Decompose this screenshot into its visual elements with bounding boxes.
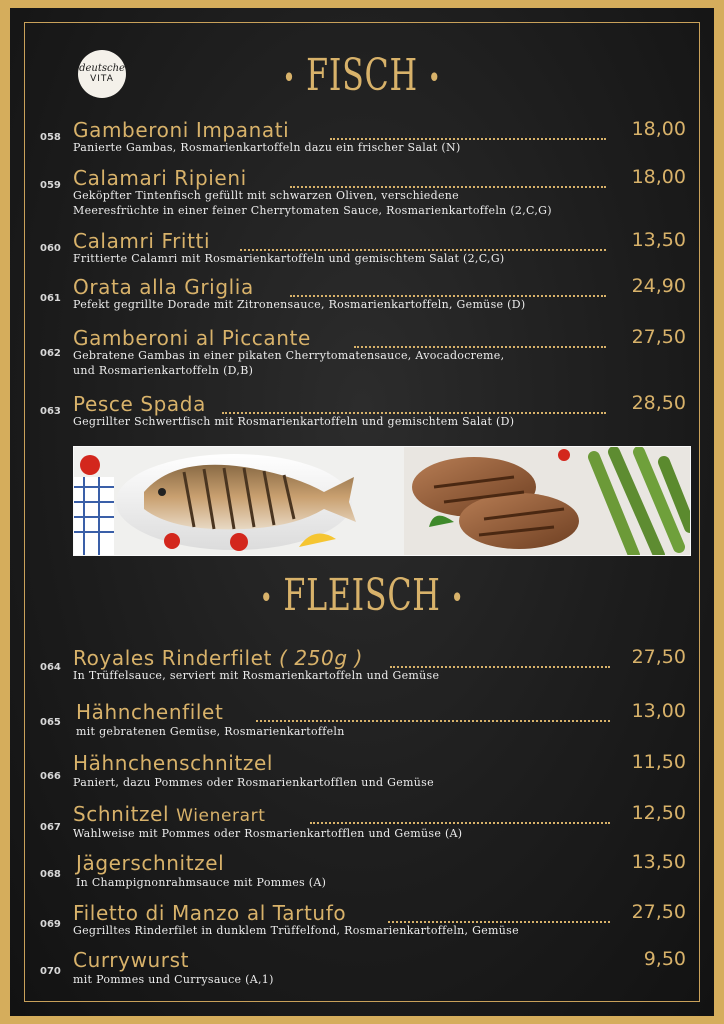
item-description	[76, 875, 326, 890]
item-name: Orata alla Griglia	[73, 275, 254, 299]
item-number: 060	[40, 243, 61, 254]
description-line: mit Pommes und Currysauce (A,1)	[73, 973, 274, 986]
item-price: 18,00	[631, 166, 686, 188]
item-number: 070	[40, 966, 61, 977]
food-photo	[74, 447, 690, 555]
item-description	[73, 140, 461, 155]
item-description	[73, 972, 274, 987]
description-line: und Rosmarienkartoffeln (D,B)	[73, 364, 254, 377]
item-name: Jägerschnitzel	[76, 851, 225, 875]
item-number: 068	[40, 869, 61, 880]
item-number: 062	[40, 348, 61, 359]
item-name-suffix: Wienerart	[176, 806, 266, 826]
item-number: 065	[40, 717, 61, 728]
item-name: Calamari Ripieni	[73, 166, 247, 190]
item-description	[73, 923, 519, 938]
description-line: Geköpfter Tintenfisch gefüllt mit schwarzen Oliven, verschiedene	[73, 189, 459, 202]
description-line: Wahlweise mit Pommes oder Rosmarienkartofflen und Gemüse (A)	[73, 827, 463, 840]
item-description	[73, 188, 552, 218]
item-number: 064	[40, 662, 61, 673]
food-photo-banner	[73, 446, 691, 556]
item-name: Calamri Fritti	[73, 229, 211, 253]
description-line: Gegrillter Schwertfisch mit Rosmarienkartoffeln und gemischtem Salat (D)	[73, 415, 515, 428]
leader-dots	[310, 822, 610, 824]
item-portion: ( 250g )	[279, 646, 363, 670]
description-line: Frittierte Calamri mit Rosmarienkartoffeln und gemischtem Salat (2,C,G)	[73, 252, 505, 265]
item-name: Gamberoni al Piccante	[73, 326, 311, 350]
item-number: 061	[40, 293, 61, 304]
item-price: 18,00	[631, 118, 686, 140]
item-price: 27,50	[631, 326, 686, 348]
item-description	[73, 775, 434, 790]
item-name	[73, 802, 266, 826]
item-name: Currywurst	[73, 948, 190, 972]
item-name-text: Schnitzel	[73, 802, 170, 826]
section-title-fleisch: • FLEISCH •	[259, 570, 465, 621]
description-line: mit gebratenen Gemüse, Rosmarienkartoffeln	[76, 725, 345, 738]
item-number: 058	[40, 132, 61, 143]
description-line: Pefekt gegrillte Dorade mit Zitronensauce, Rosmarienkartoffeln, Gemüse (D)	[73, 298, 526, 311]
item-price: 9,50	[643, 948, 686, 970]
item-price: 27,50	[631, 901, 686, 923]
item-price: 13,50	[631, 229, 686, 251]
item-price: 11,50	[631, 751, 686, 773]
item-number: 066	[40, 771, 61, 782]
item-name: Hähnchenschnitzel	[73, 751, 274, 775]
item-price: 24,90	[631, 275, 686, 297]
item-name: Gamberoni Impanati	[73, 118, 290, 142]
description-line: Gegrilltes Rinderfilet in dunklem Trüffelfond, Rosmarienkartoffeln, Gemüse	[73, 924, 519, 937]
item-number: 069	[40, 919, 61, 930]
description-line: Gebratene Gambas in einer pikaten Cherrytomatensauce, Avocadocreme,	[73, 349, 505, 362]
item-price: 12,50	[631, 802, 686, 824]
item-price: 13,00	[631, 700, 686, 722]
description-line: Meeresfrüchte in einer feiner Cherrytomaten Sauce, Rosmarienkartoffeln (2,C,G)	[73, 204, 552, 217]
logo-line-2: VITA	[90, 73, 114, 84]
item-price: 27,50	[631, 646, 686, 668]
description-line: Paniert, dazu Pommes oder Rosmarienkartofflen und Gemüse	[73, 776, 434, 789]
item-number: 059	[40, 180, 61, 191]
item-description	[73, 826, 462, 841]
item-price: 13,50	[631, 851, 686, 873]
description-line: In Trüffelsauce, serviert mit Rosmarienkartoffeln und Gemüse	[73, 669, 440, 682]
section-title-fisch: • FISCH •	[282, 50, 442, 101]
item-price: 28,50	[631, 392, 686, 414]
leader-dots	[256, 720, 610, 722]
item-description	[73, 668, 439, 683]
item-description	[73, 297, 525, 312]
description-line: Panierte Gambas, Rosmarienkartoffeln dazu ein frischer Salat (N)	[73, 141, 461, 154]
menu-page	[10, 8, 714, 1016]
logo-line-1: deutsche	[79, 62, 125, 74]
item-name: Filetto di Manzo al Tartufo	[73, 901, 347, 925]
item-number: 063	[40, 406, 61, 417]
item-name-text: Royales Rinderfilet	[73, 646, 273, 670]
item-description	[73, 348, 504, 378]
item-name: Pesce Spada	[73, 392, 206, 416]
item-description	[73, 251, 505, 266]
item-name: Hähnchenfilet	[76, 700, 224, 724]
description-line: In Champignonrahmsauce mit Pommes (A)	[76, 876, 327, 889]
item-number: 067	[40, 822, 61, 833]
item-name	[73, 646, 363, 670]
item-description	[76, 724, 345, 739]
item-description	[73, 414, 514, 429]
